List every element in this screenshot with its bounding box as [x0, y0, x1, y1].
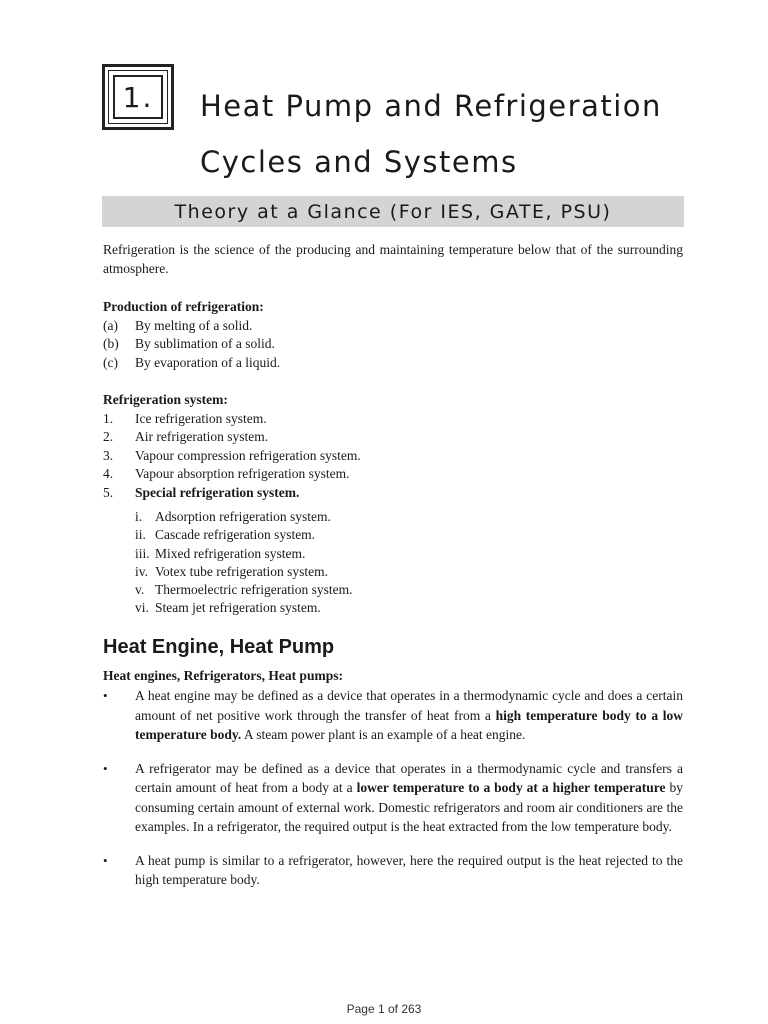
chapter-number-box — [102, 64, 174, 130]
list-item: (c) By evaporation of a liquid. — [103, 354, 281, 370]
production-list — [103, 317, 683, 373]
list-item: iv. Votex tube refrigeration system. — [135, 563, 328, 579]
list-item: 3. Vapour compression refrigeration system. — [103, 447, 361, 463]
page-number: Page 1 of 263 — [346, 1002, 422, 1016]
list-item: 2. Air refrigeration system. — [103, 429, 269, 444]
refrigeration-system-section — [103, 391, 683, 618]
chapter-title — [200, 78, 740, 190]
list-item: vi. Steam jet refrigeration system. — [135, 600, 321, 616]
chapter-title-line2: Cycles and Systems — [200, 145, 518, 179]
list-item: • A heat engine may be defined as a device that operates in a thermodynamic cycle and does a certain amount of net positive work through the transfer of heat from a high temperature body to a low temperature body. A steam power plant is an example of a heat engine. — [103, 686, 683, 745]
special-system-list — [135, 508, 683, 618]
production-section — [103, 298, 683, 372]
list-item: 1. Ice refrigeration system. — [103, 410, 267, 426]
list-item: 4. Vapour absorption refrigeration system. — [103, 466, 350, 481]
chapter-title-line1: Heat Pump and Refrigeration — [200, 89, 662, 123]
list-item: • A heat pump is similar to a refrigerator, however, here the required output is the heat rejected to the high temperature body. — [103, 851, 683, 890]
list-item: v. Thermoelectric refrigeration system. — [135, 582, 353, 598]
production-heading: Production of refrigeration: — [103, 299, 264, 314]
theory-banner: Theory at a Glance (For IES, GATE, PSU) — [102, 196, 684, 227]
list-item: ii. Cascade refrigeration system. — [135, 527, 316, 543]
heat-engine-subheading: Heat engines, Refrigerators, Heat pumps: — [103, 668, 343, 683]
bullet-icon: • — [103, 852, 108, 868]
heat-engine-bullets — [103, 686, 683, 890]
bullet-icon: • — [103, 688, 108, 703]
list-item: • A refrigerator may be defined as a device that operates in a thermodynamic cycle and transfers a certain amount of heat from a body at a lower temperature to a body at a higher temperature by consuming certain amount of external work. Domestic refrigerators and room air conditioners are the examples. In a refrigerator, the required output is the heat extracted from the low temperature body. — [103, 759, 683, 837]
list-item: i. Adsorption refrigeration system. — [135, 509, 331, 524]
list-item: (a) By melting of a solid. — [103, 317, 253, 333]
heat-engine-section — [103, 666, 683, 890]
system-heading: Refrigeration system: — [103, 392, 228, 407]
section-heading: Heat Engine, Heat Pump — [103, 636, 335, 658]
chapter-number: 1. — [113, 75, 163, 119]
bullet-icon: • — [103, 760, 108, 776]
list-item: iii. Mixed refrigeration system. — [135, 545, 306, 561]
list-item: (b) By sublimation of a solid. — [103, 336, 275, 351]
system-list — [103, 410, 683, 503]
list-item: 5. Special refrigeration system. — [103, 484, 300, 500]
intro-paragraph: Refrigeration is the science of the producing and maintaining temperature below that of the surrounding atmosphere. — [103, 242, 683, 276]
